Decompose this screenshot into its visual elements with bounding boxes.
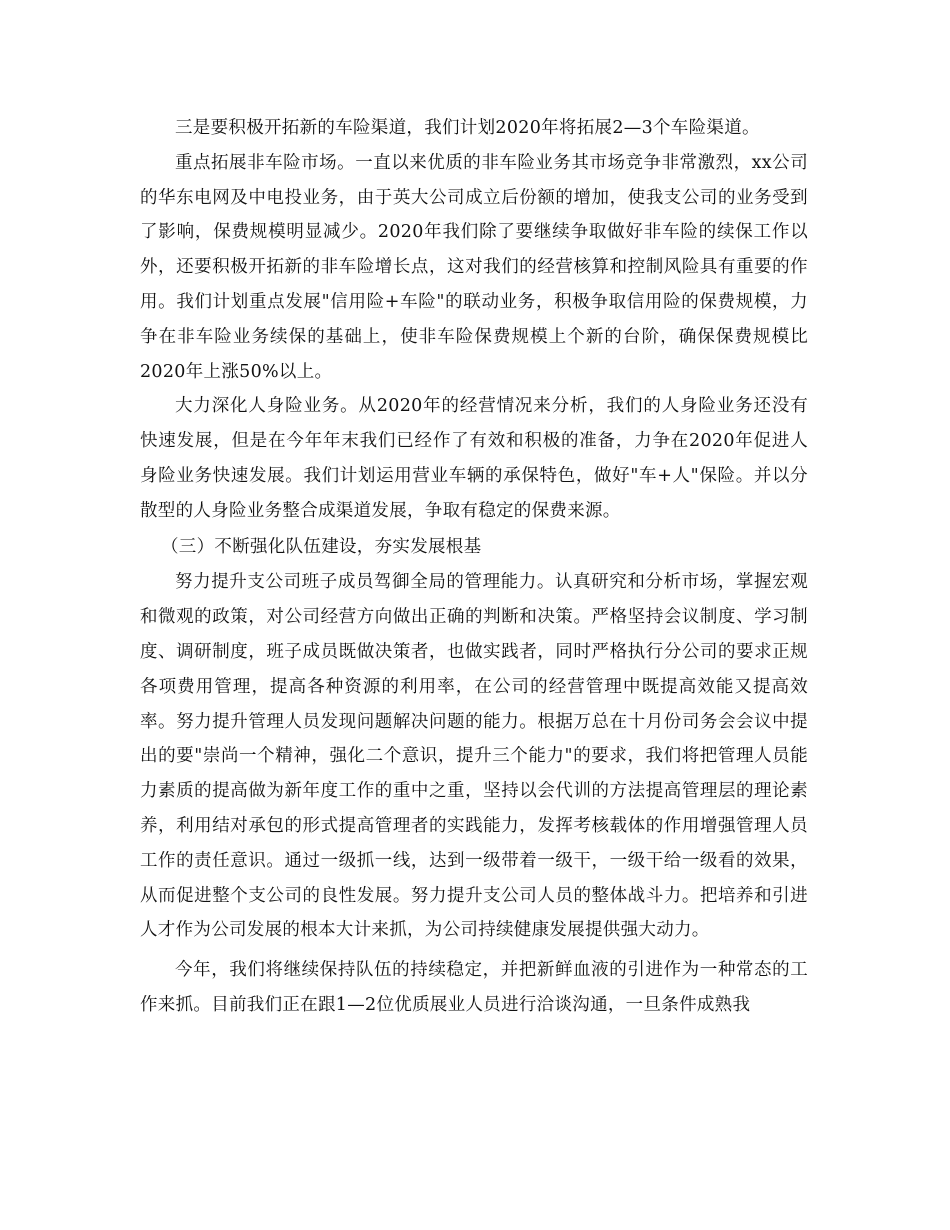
document-body: [140, 111, 808, 1023]
paragraph-team-stability: 今年，我们将继续保持队伍的持续稳定，并把新鲜血液的引进作为一种常态的工作来抓。目前我们正在跟1—2位优质展业人员进行洽谈沟通，一旦条件成熟我: [140, 960, 808, 1015]
paragraph-car-insurance-channels: 三是要积极开拓新的车险渠道，我们计划2020年将拓展2—3个车险渠道。: [175, 118, 760, 138]
paragraph-life-insurance: 大力深化人身险业务。从2020年的经营情况来分析，我们的人身险业务还没有快速发展，但是在今年年末我们已经作了有效和积极的准备，力争在2020年促进人身险业务快速发展。我们计划运用营业车辆的承保特色，做好"车+人"保险。并以分散型的人身险业务整合成渠道发展，争取有稳定的保费来源。: [140, 396, 808, 521]
paragraph-non-car-insurance: 重点拓展非车险市场。一直以来优质的非车险业务其市场竞争非常激烈，xx公司的华东电网及中电投业务，由于英大公司成立后份额的增加，使我支公司的业务受到了影响，保费规模明显减少。2020年我们除了要继续争取做好非车险的续保工作以外，还要积极开拓新的非车险增长点，这对我们的经营核算和控制风险具有重要的作用。我们计划重点发展"信用险+车险"的联动业务，积极争取信用险的保费规模，力争在非车险业务续保的基础上，使非车险保费规模上个新的台阶，确保保费规模比2020年上涨50%以上。: [140, 152, 808, 382]
section-heading-team-building: （三）不断强化队伍建设，夯实发展根基: [161, 536, 482, 557]
paragraph-management-ability: 努力提升支公司班子成员驾御全局的管理能力。认真研究和分析市场，掌握宏观和微观的政策，对公司经营方向做出正确的判断和决策。严格坚持会议制度、学习制度、调研制度，班子成员既做决策者，也做实践者，同时严格执行分公司的要求正规各项费用管理，提高各种资源的利用率，在公司的经营管理中既提高效能又提高效率。努力提升管理人员发现问题解决问题的能力。根据万总在十月份司务会会议中提出的要"崇尚一个精神，强化二个意识，提升三个能力"的要求，我们将把管理人员能力素质的提高做为新年度工作的重中之重，坚持以会代训的方法提高管理层的理论素养，利用结对承包的形式提高管理者的实践能力，发挥考核载体的作用增强管理人员工作的责任意识。通过一级抓一线，达到一级带着一级干，一级干给一级看的效果，从而促进整个支公司的良性发展。努力提升支公司人员的整体战斗力。把培养和引进人才作为公司发展的根本大计来抓，为公司持续健康发展提供强大动力。: [140, 572, 808, 941]
